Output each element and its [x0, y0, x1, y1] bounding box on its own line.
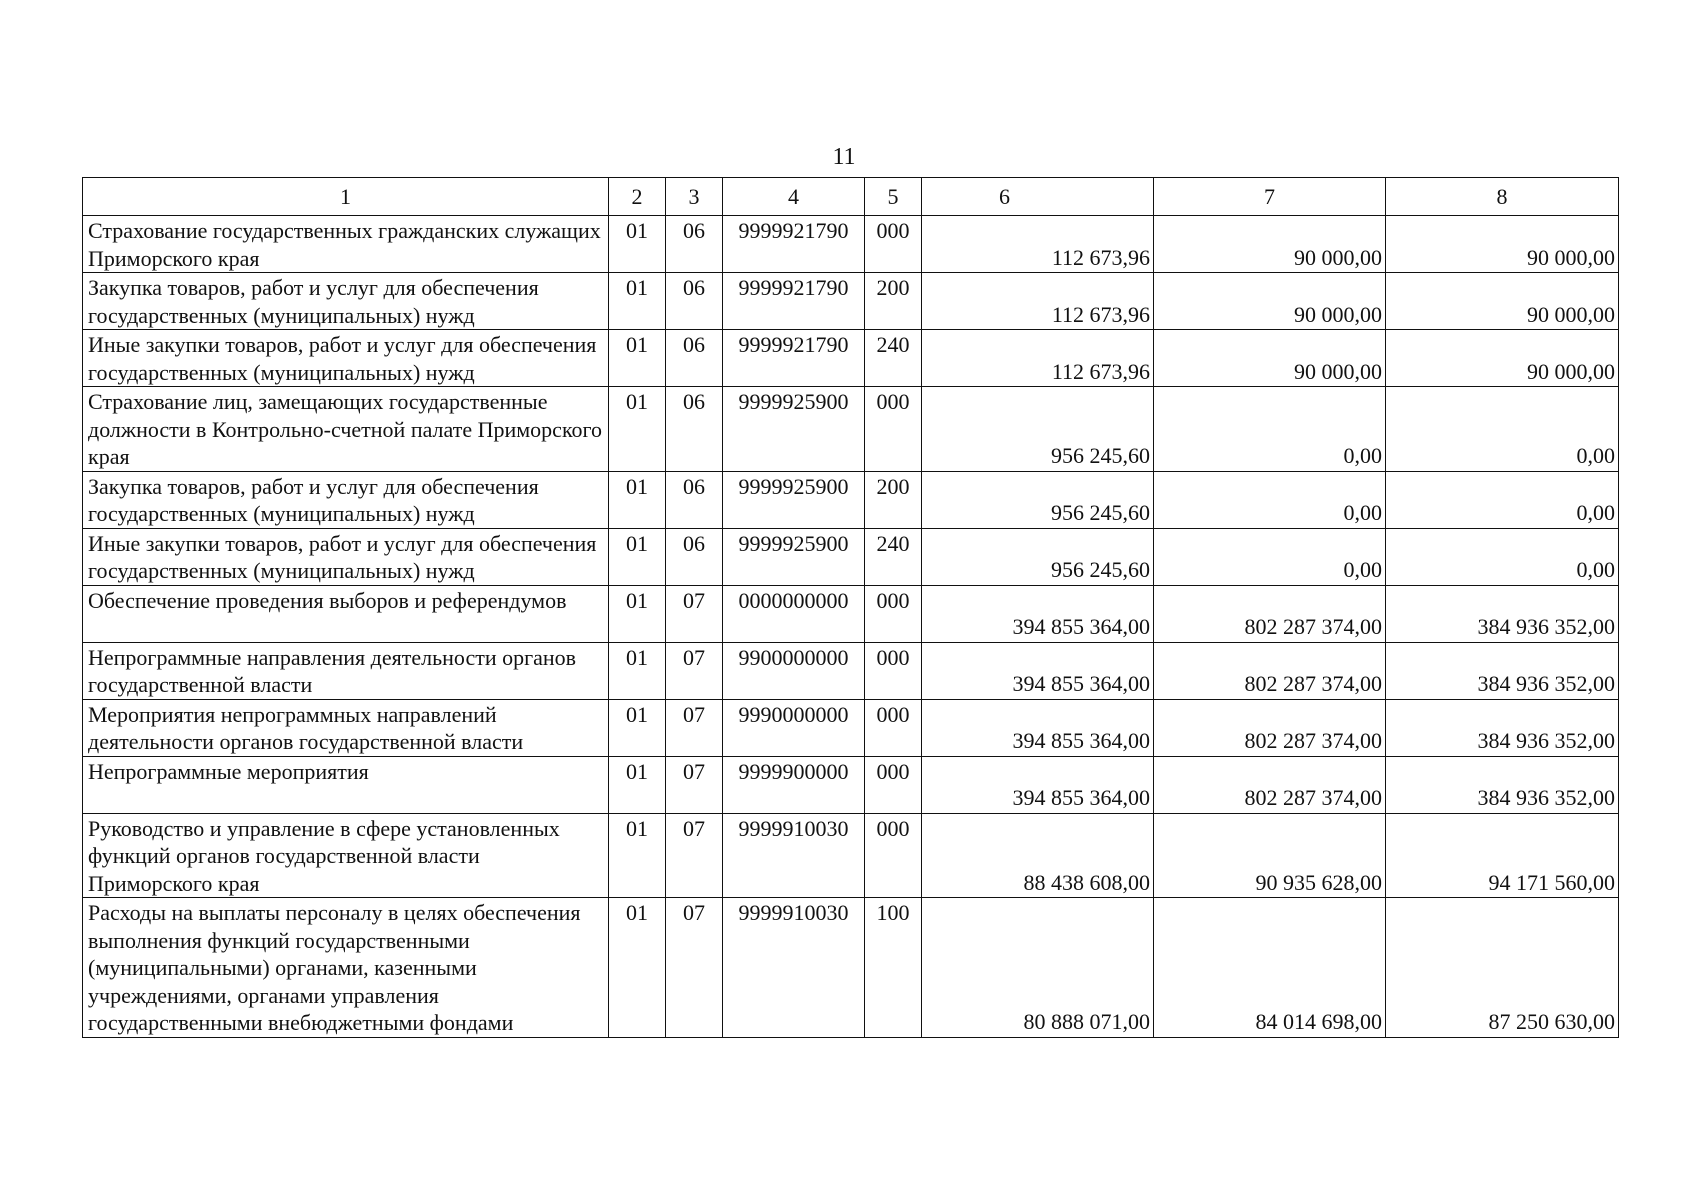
row-section: 01: [609, 330, 666, 387]
header-row: [83, 178, 1619, 216]
table-row: [83, 330, 1619, 387]
row-amount-col7: 84 014 698,00: [1154, 898, 1386, 1038]
row-name: Руководство и управление в сфере установленных функций органов государственной власти Приморского края: [83, 813, 609, 898]
row-amount-col6: 956 245,60: [922, 471, 1154, 528]
table-row: [83, 585, 1619, 642]
row-target-code: 9999925900: [723, 471, 865, 528]
table-row: [83, 813, 1619, 898]
header-col-8: 8: [1386, 178, 1619, 216]
row-name: Непрограммные мероприятия: [83, 756, 609, 813]
row-subsection: 06: [666, 471, 723, 528]
header-col-2: 2: [609, 178, 666, 216]
row-subsection: 06: [666, 528, 723, 585]
row-amount-col7: 802 287 374,00: [1154, 585, 1386, 642]
row-section: 01: [609, 699, 666, 756]
row-section: 01: [609, 528, 666, 585]
row-expense-type: 200: [865, 273, 922, 330]
table-row: [83, 898, 1619, 1038]
table-row: [83, 471, 1619, 528]
row-amount-col8: 0,00: [1386, 387, 1619, 472]
row-amount-col8: 87 250 630,00: [1386, 898, 1619, 1038]
header-col-1: 1: [83, 178, 609, 216]
row-amount-col8: 384 936 352,00: [1386, 642, 1619, 699]
row-expense-type: 200: [865, 471, 922, 528]
row-target-code: 9999900000: [723, 756, 865, 813]
row-target-code: 0000000000: [723, 585, 865, 642]
row-subsection: 07: [666, 585, 723, 642]
row-target-code: 9990000000: [723, 699, 865, 756]
row-amount-col8: 0,00: [1386, 471, 1619, 528]
row-amount-col7: 802 287 374,00: [1154, 699, 1386, 756]
row-name: Непрограммные направления деятельности органов государственной власти: [83, 642, 609, 699]
row-amount-col6: 112 673,96: [922, 273, 1154, 330]
row-amount-col6: 394 855 364,00: [922, 642, 1154, 699]
header-col-3: 3: [666, 178, 723, 216]
row-amount-col7: 802 287 374,00: [1154, 642, 1386, 699]
row-amount-col6: 956 245,60: [922, 528, 1154, 585]
row-amount-col6: 394 855 364,00: [922, 699, 1154, 756]
page-number: 11: [832, 144, 856, 170]
row-target-code: 9900000000: [723, 642, 865, 699]
row-subsection: 06: [666, 387, 723, 472]
row-subsection: 07: [666, 756, 723, 813]
row-name: Страхование государственных гражданских служащих Приморского края: [83, 216, 609, 273]
row-amount-col7: 0,00: [1154, 387, 1386, 472]
row-name: Обеспечение проведения выборов и референдумов: [83, 585, 609, 642]
row-expense-type: 000: [865, 387, 922, 472]
row-target-code: 9999925900: [723, 387, 865, 472]
row-expense-type: 000: [865, 699, 922, 756]
row-section: 01: [609, 642, 666, 699]
row-expense-type: 000: [865, 642, 922, 699]
row-target-code: 9999910030: [723, 898, 865, 1038]
table-row: [83, 273, 1619, 330]
row-name: Закупка товаров, работ и услуг для обеспечения государственных (муниципальных) нужд: [83, 273, 609, 330]
header-col-4: 4: [723, 178, 865, 216]
row-section: 01: [609, 471, 666, 528]
row-target-code: 9999921790: [723, 273, 865, 330]
table-row: [83, 387, 1619, 472]
row-expense-type: 000: [865, 216, 922, 273]
row-expense-type: 000: [865, 756, 922, 813]
header-col-7: 7: [1154, 178, 1386, 216]
row-amount-col6: 956 245,60: [922, 387, 1154, 472]
row-amount-col6: 112 673,96: [922, 330, 1154, 387]
row-name: Мероприятия непрограммных направлений деятельности органов государственной власти: [83, 699, 609, 756]
row-name: Иные закупки товаров, работ и услуг для обеспечения государственных (муниципальных) нужд: [83, 528, 609, 585]
row-subsection: 06: [666, 273, 723, 330]
row-amount-col7: 90 000,00: [1154, 330, 1386, 387]
row-name: Иные закупки товаров, работ и услуг для обеспечения государственных (муниципальных) нужд: [83, 330, 609, 387]
row-subsection: 07: [666, 642, 723, 699]
row-subsection: 06: [666, 330, 723, 387]
row-expense-type: 000: [865, 585, 922, 642]
row-amount-col6: 88 438 608,00: [922, 813, 1154, 898]
row-name: Закупка товаров, работ и услуг для обеспечения государственных (муниципальных) нужд: [83, 471, 609, 528]
row-section: 01: [609, 273, 666, 330]
row-target-code: 9999925900: [723, 528, 865, 585]
table-header: [83, 178, 1619, 216]
row-section: 01: [609, 387, 666, 472]
header-col-5: 5: [865, 178, 922, 216]
table-row: [83, 642, 1619, 699]
table-row: [83, 756, 1619, 813]
row-amount-col8: 0,00: [1386, 528, 1619, 585]
row-target-code: 9999910030: [723, 813, 865, 898]
row-section: 01: [609, 585, 666, 642]
row-target-code: 9999921790: [723, 216, 865, 273]
table-body: [83, 216, 1619, 1038]
row-amount-col8: 384 936 352,00: [1386, 585, 1619, 642]
row-amount-col6: 80 888 071,00: [922, 898, 1154, 1038]
row-amount-col8: 90 000,00: [1386, 216, 1619, 273]
row-subsection: 07: [666, 898, 723, 1038]
row-amount-col8: 90 000,00: [1386, 330, 1619, 387]
row-amount-col7: 90 000,00: [1154, 216, 1386, 273]
row-expense-type: 240: [865, 330, 922, 387]
table-row: [83, 528, 1619, 585]
table-row: [83, 216, 1619, 273]
header-col-6: 6: [922, 178, 1154, 216]
row-subsection: 07: [666, 813, 723, 898]
row-amount-col8: 90 000,00: [1386, 273, 1619, 330]
row-amount-col7: 0,00: [1154, 471, 1386, 528]
row-amount-col7: 90 000,00: [1154, 273, 1386, 330]
row-amount-col7: 802 287 374,00: [1154, 756, 1386, 813]
row-target-code: 9999921790: [723, 330, 865, 387]
row-expense-type: 100: [865, 898, 922, 1038]
row-amount-col7: 90 935 628,00: [1154, 813, 1386, 898]
row-section: 01: [609, 898, 666, 1038]
row-amount-col8: 384 936 352,00: [1386, 699, 1619, 756]
row-subsection: 06: [666, 216, 723, 273]
row-amount-col6: 112 673,96: [922, 216, 1154, 273]
row-amount-col7: 0,00: [1154, 528, 1386, 585]
row-name: Расходы на выплаты персоналу в целях обеспечения выполнения функций государственными (муниципальными) органами, казенными учреждениями, органами управления государственными внебюджетными фондами: [83, 898, 609, 1038]
row-expense-type: 000: [865, 813, 922, 898]
row-subsection: 07: [666, 699, 723, 756]
row-expense-type: 240: [865, 528, 922, 585]
row-amount-col6: 394 855 364,00: [922, 756, 1154, 813]
row-amount-col6: 394 855 364,00: [922, 585, 1154, 642]
row-amount-col8: 384 936 352,00: [1386, 756, 1619, 813]
row-section: 01: [609, 216, 666, 273]
table-row: [83, 699, 1619, 756]
row-name: Страхование лиц, замещающих государственные должности в Контрольно-счетной палате Приморского края: [83, 387, 609, 472]
row-amount-col8: 94 171 560,00: [1386, 813, 1619, 898]
row-section: 01: [609, 813, 666, 898]
budget-table: [82, 177, 1619, 1038]
row-section: 01: [609, 756, 666, 813]
